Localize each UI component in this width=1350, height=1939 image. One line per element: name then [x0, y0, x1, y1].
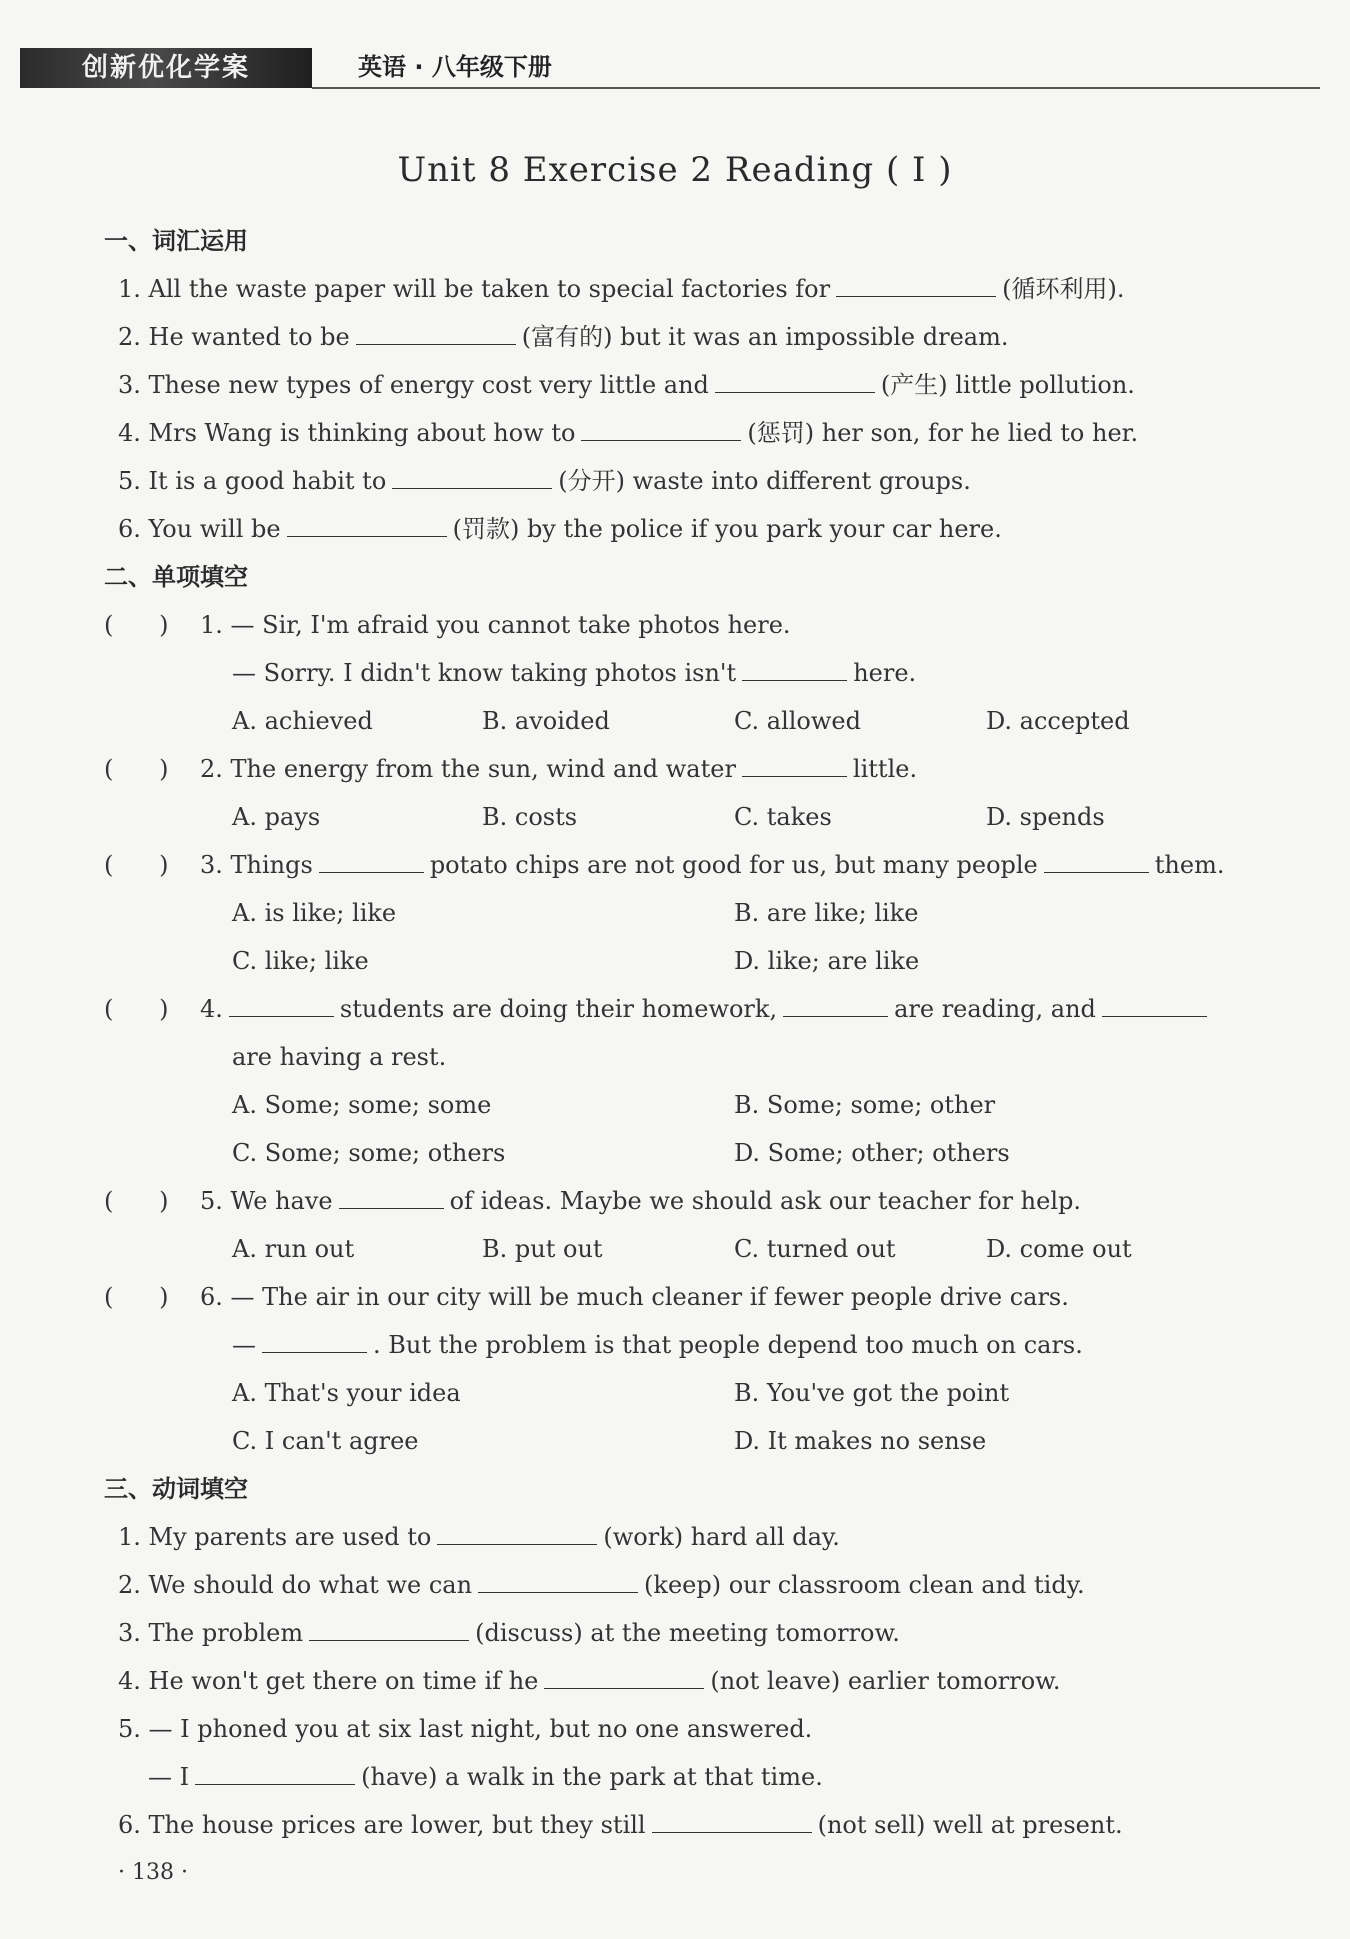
s1-item-3-hint: (产生) little pollution. — [880, 371, 1135, 399]
answer-blank[interactable] — [652, 1808, 812, 1833]
subject-label: 英语 · 八年级下册 — [358, 53, 552, 81]
s3-item-1-hint: (work) hard all day. — [603, 1523, 840, 1551]
answer-blank[interactable] — [783, 992, 888, 1017]
s3-item-1-text: 1. My parents are used to — [118, 1523, 432, 1551]
s1-item-3 — [118, 368, 1135, 402]
answer-blank[interactable] — [1044, 848, 1149, 873]
s2-q6-option-a[interactable]: A. That's your idea — [232, 1379, 461, 1407]
s2-q1-option-d[interactable]: D. accepted — [986, 707, 1130, 735]
s1-item-3-text: 3. These new types of energy cost very little and — [118, 371, 709, 399]
s3-item-6-text: 6. The house prices are lower, but they still — [118, 1811, 646, 1839]
s1-item-1-text: 1. All the waste paper will be taken to special factories for — [118, 275, 831, 303]
answer-blank[interactable] — [287, 512, 447, 537]
s2-q3-end: them. — [1154, 851, 1225, 879]
s1-item-2 — [118, 320, 1008, 354]
page-number: · 138 · — [118, 1860, 188, 1885]
s1-item-5-text: 5. It is a good habit to — [118, 467, 387, 495]
s3-item-4-text: 4. He won't get there on time if he — [118, 1667, 539, 1695]
s2-q3-option-c[interactable]: C. like; like — [232, 947, 369, 975]
s2-q2-option-c[interactable]: C. takes — [734, 803, 832, 831]
s2-q6-stem: 6. — The air in our city will be much cleaner if fewer people drive cars. — [200, 1283, 1069, 1311]
s2-q4-line2: are having a rest. — [232, 1043, 447, 1071]
s3-item-6 — [118, 1808, 1123, 1842]
answer-blank[interactable] — [544, 1664, 704, 1689]
s2-q6-dash: — — [232, 1331, 256, 1359]
header-rule — [312, 87, 1320, 89]
s2-q5-option-a[interactable]: A. run out — [232, 1235, 355, 1263]
answer-blank[interactable] — [478, 1568, 638, 1593]
s2-q3-option-a[interactable]: A. is like; like — [232, 899, 397, 927]
s3-item-2-hint: (keep) our classroom clean and tidy. — [644, 1571, 1085, 1599]
s2-q3-stem — [200, 848, 1224, 882]
s2-q2-option-b[interactable]: B. costs — [482, 803, 578, 831]
s2-q2-end: little. — [852, 755, 918, 783]
s3-item-5-line2-text: — I — [148, 1763, 190, 1791]
s1-item-1 — [118, 272, 1124, 306]
s1-item-2-text: 2. He wanted to be — [118, 323, 350, 351]
s2-q1-option-b[interactable]: B. avoided — [482, 707, 610, 735]
answer-blank[interactable] — [309, 1616, 469, 1641]
s2-q5-option-b[interactable]: B. put out — [482, 1235, 603, 1263]
answer-blank[interactable] — [581, 416, 741, 441]
s2-q2-option-d[interactable]: D. spends — [986, 803, 1105, 831]
s3-item-6-hint: (not sell) well at present. — [817, 1811, 1123, 1839]
s3-item-2-text: 2. We should do what we can — [118, 1571, 473, 1599]
section-2-title: 二、单项填空 — [104, 563, 248, 591]
s2-q4-number: 4. — [200, 995, 223, 1023]
s2-q4-option-b[interactable]: B. Some; some; other — [734, 1091, 996, 1119]
s3-item-3-hint: (discuss) at the meeting tomorrow. — [475, 1619, 900, 1647]
s2-q1-line2-text: — Sorry. I didn't know taking photos isn't — [232, 659, 737, 687]
s2-q2-stem — [200, 752, 917, 786]
s2-q2-text: 2. The energy from the sun, wind and water — [200, 755, 736, 783]
s2-q5-stem — [200, 1184, 1081, 1218]
answer-blank[interactable] — [742, 656, 847, 681]
s3-item-4-hint: (not leave) earlier tomorrow. — [710, 1667, 1061, 1695]
s2-q5-text: 5. We have — [200, 1187, 333, 1215]
s2-q4-option-d[interactable]: D. Some; other; others — [734, 1139, 1010, 1167]
s3-item-2 — [118, 1568, 1085, 1602]
s2-q2-option-a[interactable]: A. pays — [232, 803, 321, 831]
answer-blank[interactable] — [836, 272, 996, 297]
s2-q6-option-d[interactable]: D. It makes no sense — [734, 1427, 987, 1455]
s1-item-5-hint: (分开) waste into different groups. — [558, 467, 971, 495]
s1-item-6-hint: (罚款) by the police if you park your car here. — [452, 515, 1002, 543]
s3-item-5-hint: (have) a walk in the park at that time. — [361, 1763, 823, 1791]
s1-item-4-text: 4. Mrs Wang is thinking about how to — [118, 419, 576, 447]
s3-item-5: 5. — I phoned you at six last night, but no one answered. — [118, 1715, 813, 1743]
s2-q6-line2 — [232, 1328, 1083, 1362]
s2-q4-mid1: students are doing their homework, — [339, 995, 778, 1023]
page-header — [20, 48, 1320, 90]
s2-q4-mid2: are reading, and — [894, 995, 1096, 1023]
answer-blank[interactable] — [229, 992, 334, 1017]
section-3-title: 三、动词填空 — [104, 1475, 248, 1503]
section-1-title: 一、词汇运用 — [104, 227, 248, 255]
s3-item-1 — [118, 1520, 840, 1554]
s3-item-3-text: 3. The problem — [118, 1619, 304, 1647]
answer-bracket[interactable]: ( ) — [104, 851, 169, 879]
s3-item-4 — [118, 1664, 1061, 1698]
s3-item-5-line2 — [148, 1760, 823, 1794]
answer-bracket[interactable]: ( ) — [104, 611, 169, 639]
s2-q6-line2-text: . But the problem is that people depend too much on cars. — [373, 1331, 1083, 1359]
s1-item-6-text: 6. You will be — [118, 515, 281, 543]
answer-blank[interactable] — [715, 368, 875, 393]
s2-q1-line2 — [232, 656, 916, 690]
s2-q6-option-c[interactable]: C. I can't agree — [232, 1427, 419, 1455]
s1-item-1-hint: (循环利用). — [1002, 275, 1125, 303]
s2-q3-option-d[interactable]: D. like; are like — [734, 947, 920, 975]
answer-blank[interactable] — [319, 848, 424, 873]
s1-item-5 — [118, 464, 971, 498]
answer-bracket[interactable]: ( ) — [104, 755, 169, 783]
s2-q4-stem — [200, 992, 1213, 1026]
answer-blank[interactable] — [339, 1184, 444, 1209]
answer-blank[interactable] — [195, 1760, 355, 1785]
answer-blank[interactable] — [437, 1520, 597, 1545]
answer-blank[interactable] — [356, 320, 516, 345]
s2-q1-option-c[interactable]: C. allowed — [734, 707, 861, 735]
s1-item-2-hint: (富有的) but it was an impossible dream. — [521, 323, 1009, 351]
s2-q1-stem: 1. — Sir, I'm afraid you cannot take photos here. — [200, 611, 791, 639]
s3-item-3 — [118, 1616, 900, 1650]
s2-q6-option-b[interactable]: B. You've got the point — [734, 1379, 1010, 1407]
s1-item-4 — [118, 416, 1138, 450]
s2-q1-line2-end: here. — [853, 659, 917, 687]
s2-q4-option-a[interactable]: A. Some; some; some — [232, 1091, 492, 1119]
answer-blank[interactable] — [262, 1328, 367, 1353]
answer-blank[interactable] — [392, 464, 552, 489]
s2-q5-option-c[interactable]: C. turned out — [734, 1235, 896, 1263]
answer-bracket[interactable]: ( ) — [104, 1187, 169, 1215]
s1-item-6 — [118, 512, 1002, 546]
s1-item-4-hint: (惩罚) her son, for he lied to her. — [747, 419, 1139, 447]
answer-bracket[interactable]: ( ) — [104, 1283, 169, 1311]
s2-q3-text: 3. Things — [200, 851, 313, 879]
answer-blank[interactable] — [1102, 992, 1207, 1017]
s2-q3-mid: potato chips are not good for us, but many people — [429, 851, 1038, 879]
brand-logo: 创新优化学案 — [20, 48, 312, 88]
s2-q5-option-d[interactable]: D. come out — [986, 1235, 1132, 1263]
s2-q3-option-b[interactable]: B. are like; like — [734, 899, 919, 927]
s2-q5-end: of ideas. Maybe we should ask our teacher for help. — [449, 1187, 1081, 1215]
answer-bracket[interactable]: ( ) — [104, 995, 169, 1023]
s2-q1-option-a[interactable]: A. achieved — [232, 707, 373, 735]
answer-blank[interactable] — [742, 752, 847, 777]
s2-q4-option-c[interactable]: C. Some; some; others — [232, 1139, 506, 1167]
page-title: Unit 8 Exercise 2 Reading ( Ⅰ ) — [397, 150, 953, 190]
